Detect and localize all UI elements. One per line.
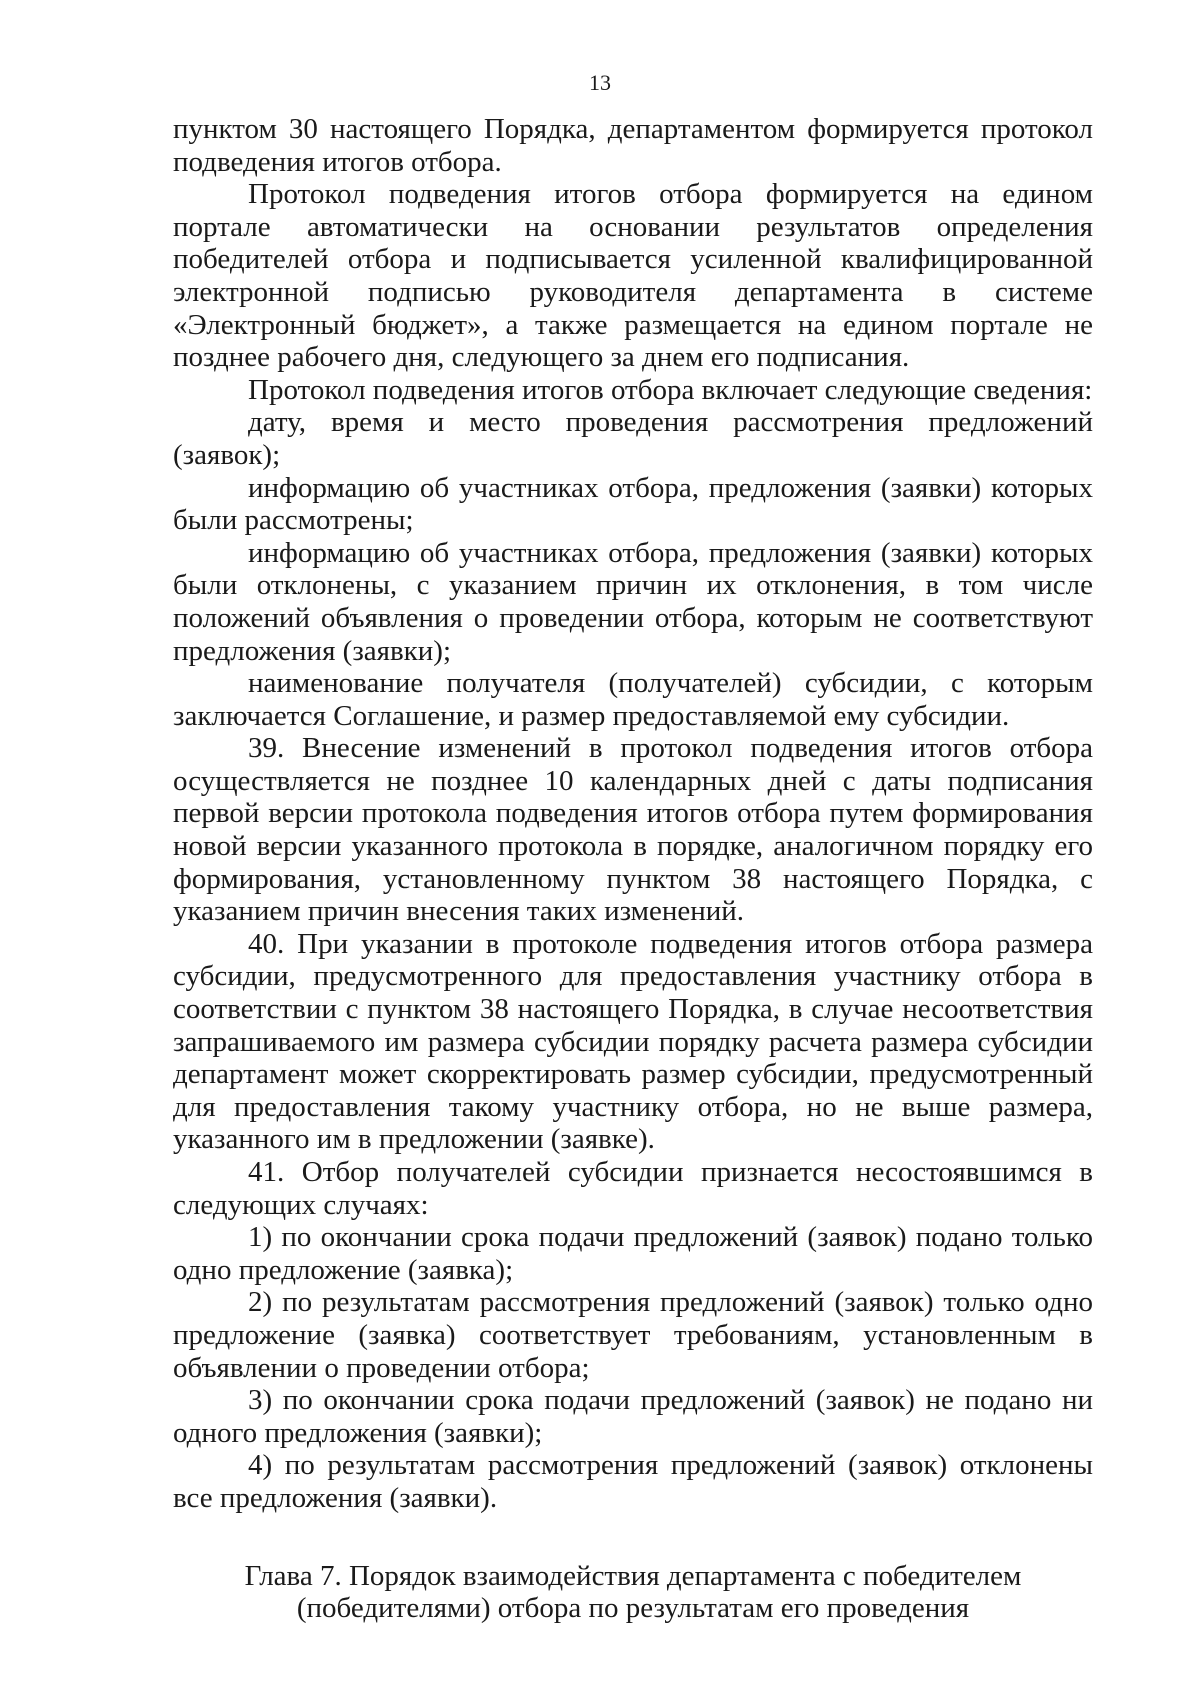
paragraph: пунктом 30 настоящего Порядка, департаментом формируется протокол подведения итогов отбора.	[173, 113, 1093, 178]
paragraph: Протокол подведения итогов отбора формируется на едином портале автоматически на основании результатов определения победителей отбора и подписывается усиленной квалифицированной электронной подписью руководителя департамента в системе «Электронный бюджет», а также размещается на едином портале не позднее рабочего дня, следующего за днем его подписания.	[173, 178, 1093, 374]
chapter-heading: Глава 7. Порядок взаимодействия департамента с победителем (победителями) отбора по результатам его проведения	[244, 1559, 1022, 1625]
list-item: информацию об участниках отбора, предложения (заявки) которых были отклонены, с указанием причин их отклонения, в том числе положений объявления о проведении отбора, которым не соответствуют предложения (заявки);	[173, 536, 1093, 667]
list-item: дату, время и место проведения рассмотрения предложений (заявок);	[173, 406, 1093, 471]
list-item: 1) по окончании срока подачи предложений (заявок) подано только одно предложение (заявка);	[173, 1221, 1093, 1286]
paragraph: Протокол подведения итогов отбора включает следующие сведения:	[248, 373, 1093, 406]
list-item: наименование получателя (получателей) субсидии, с которым заключается Соглашение, и размер предоставляемой ему субсидии.	[173, 667, 1093, 732]
list-item: 3) по окончании срока подачи предложений (заявок) не подано ни одного предложения (заявки);	[173, 1384, 1093, 1449]
list-item: 2) по результатам рассмотрения предложений (заявок) только одно предложение (заявка) соответствует требованиям, установленным в объявлении о проведении отбора;	[173, 1286, 1093, 1384]
list-item: 4) по результатам рассмотрения предложений (заявок) отклонены все предложения (заявки).	[173, 1449, 1093, 1514]
clause-40: 40. При указании в протоколе подведения итогов отбора размера субсидии, предусмотренного для предоставления участнику отбора в соответствии с пунктом 38 настоящего Порядка, в случае несоответствия запрашиваемого им размера субсидии порядку расчета размера субсидии департамент может скорректировать размер субсидии, предусмотренный для предоставления такому участнику отбора, но не выше размера, указанного им в предложении (заявке).	[173, 927, 1093, 1156]
list-item: информацию об участниках отбора, предложения (заявки) которых были рассмотрены;	[173, 471, 1093, 537]
document-body	[173, 113, 1093, 1625]
page-number: 13	[589, 70, 611, 95]
clause-41: 41. Отбор получателей субсидии признается несостоявшимся в следующих случаях:	[173, 1156, 1093, 1221]
clause-39: 39. Внесение изменений в протокол подведения итогов отбора осуществляется не позднее 10 календарных дней с даты подписания первой версии протокола подведения итогов отбора путем формирования новой версии указанного протокола в порядке, аналогичном порядку его формирования, установленному пунктом 38 настоящего Порядка, с указанием причин внесения таких изменений.	[173, 732, 1093, 928]
